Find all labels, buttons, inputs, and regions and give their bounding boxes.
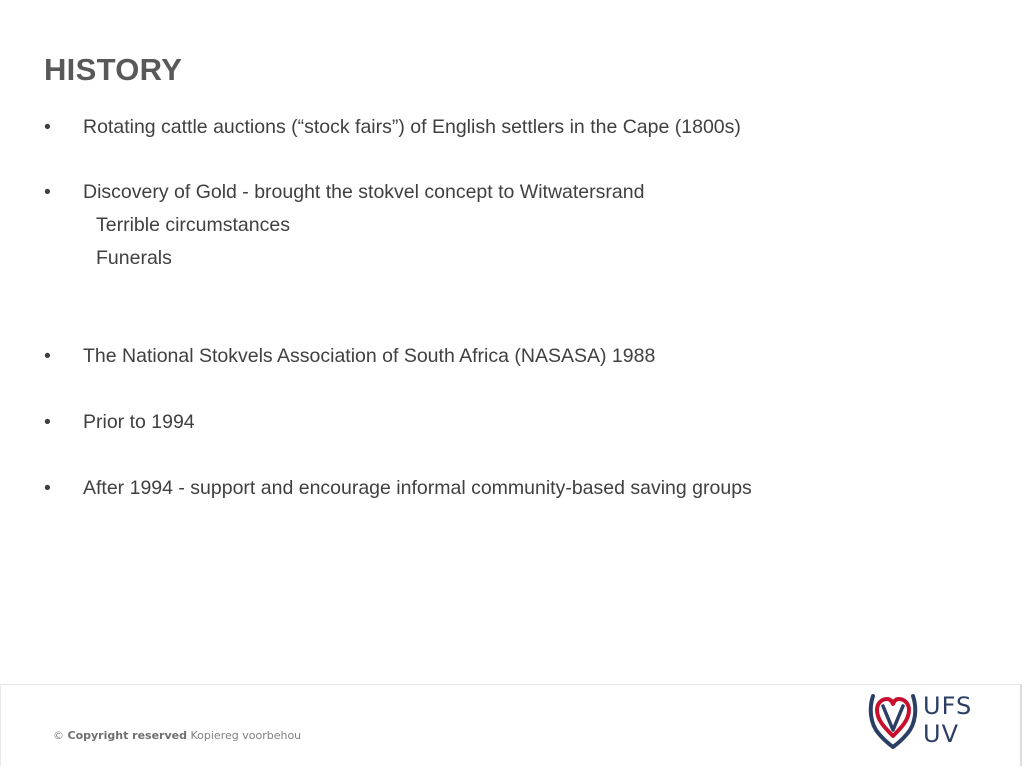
ufs-logo <box>867 690 987 752</box>
bullet-marker: • <box>44 181 51 203</box>
bullet-text: Prior to 1994 <box>83 411 195 433</box>
ufs-heart-shield-icon <box>867 690 919 750</box>
bullet-item-discovery-of-gold <box>44 181 644 204</box>
bullet-text: Rotating cattle auctions (“stock fairs”) of English settlers in the Cape (1800s) <box>83 116 741 138</box>
copyright-label: Copyright reserved <box>67 729 187 742</box>
sub-item-terrible-circumstances: Terrible circumstances <box>96 214 290 236</box>
copyright-notice <box>53 729 301 742</box>
slide-footer <box>0 684 1022 766</box>
bullet-marker: • <box>44 345 51 367</box>
bullet-text: The National Stokvels Association of South Africa (NASASA) 1988 <box>83 345 656 367</box>
logo-text-uv: UV <box>923 720 959 748</box>
bullet-text: Discovery of Gold - brought the stokvel concept to Witwatersrand <box>83 181 645 203</box>
copyright-afrikaans: Kopiereg voorbehou <box>190 729 302 742</box>
bullet-item-stock-fairs <box>44 116 741 139</box>
sub-item-funerals: Funerals <box>96 247 172 269</box>
bullet-marker: • <box>44 116 51 138</box>
bullet-marker: • <box>44 411 51 433</box>
bullet-item-after-1994 <box>44 477 752 500</box>
logo-text-ufs: UFS <box>923 692 973 720</box>
slide-title: HISTORY <box>44 52 183 87</box>
bullet-text: After 1994 - support and encourage informal community-based saving groups <box>83 477 752 499</box>
bullet-marker: • <box>44 477 51 499</box>
bullet-item-nasasa <box>44 345 655 368</box>
copyright-symbol: © <box>53 729 64 742</box>
bullet-item-prior-to-1994 <box>44 411 195 434</box>
